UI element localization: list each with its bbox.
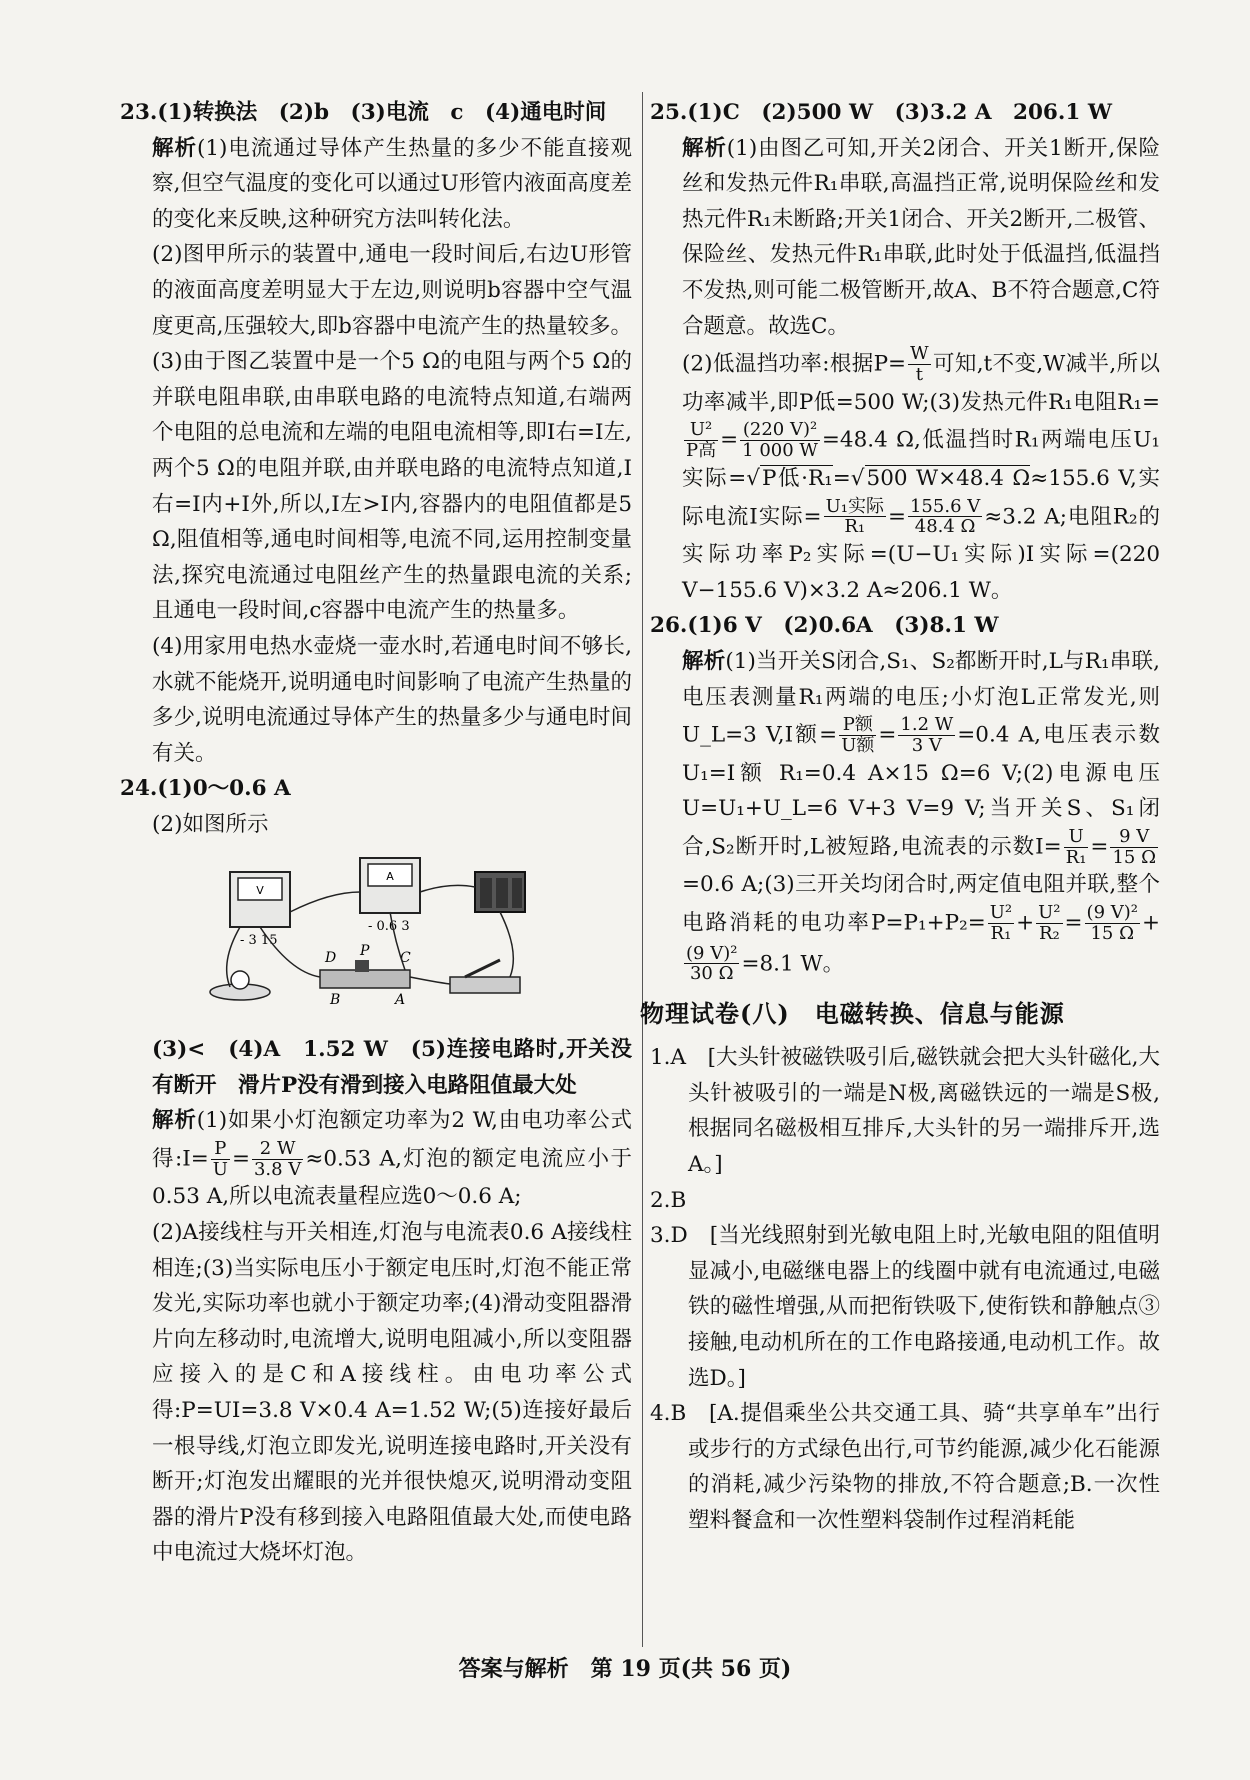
q1-answer: 1.A [大头针被磁铁吸引后,磁铁就会把大头针磁化,大头针被吸引的一端是N极,离磁铁远的一端是S极,根据同名磁极相互排斥,大头针的另一端排斥开,选A。]: [650, 1045, 1160, 1178]
q24-text-1b: ≈0.53 A,灯泡的额定电流应小于0.53 A,所以电流表量程应选0～0.6 A;: [152, 1146, 632, 1210]
terminal-a: A: [395, 992, 406, 1009]
q25-text-2c: =48.4 Ω,低温挡时R₁两端电压U₁实际=: [682, 427, 1160, 491]
fraction: $\frac{P}{U}$: [212, 1137, 228, 1180]
fraction: $\frac{\text{U₁实际}}{\text{R₁}}$: [825, 495, 884, 538]
q26-text-c: =0.6 A;(3)三开关均闭合时,两定值电阻并联,整个电路消耗的电功率P=P₁+P₂=: [682, 872, 1160, 936]
right-column: [640, 95, 1160, 1539]
fraction: $\frac{\text{U²}}{\text{P高}}$: [686, 419, 717, 462]
svg-text:A: A: [386, 870, 394, 884]
q4-answer: 4.B [A.提倡乘坐公共交通工具、骑“共享单车”出行或步行的方式绿色出行,可节约能源,减少化石能源的消耗,减少污染物的排放,不符合题意;B.一次性塑料餐盒和一次性塑料袋制作过程消耗能: [650, 1401, 1160, 1533]
analysis-label: 解析: [682, 135, 727, 161]
q23-answer: 23.(1)转换法 (2)b (3)电流 c (4)通电时间: [120, 100, 607, 125]
q25-text-2d: ≈155.6 V,实际电流I实际=: [682, 465, 1160, 529]
q26-text-a: (1)当开关S闭合,S₁、S₂都断开时,L与R₁串联,电压表测量R₁两端的电压;小灯泡L正常发光,则U_L=3 V,I额=: [682, 648, 1160, 748]
q26-analysis: 解析(1)当开关S闭合,S₁、S₂都断开时,L与R₁串联,电压表测量R₁两端的电压;小灯泡L正常发光,则U_L=3 V,I额= $\frac{\text{P额}}{\text{U额}}$ = $\frac{1.2 W}{3 V}$ =0.4 A,电压表示数U₁=I额 R₁=0.4 A×15 Ω=6 V;(2)电源电压U=U₁+U_L=6 V+3 V=9 V;当开关S、S₁闭合,S₂断开时,L被短路,电流表的示数I= $\frac{U}{\text{R₁}}$ = $\frac{9 V}{15 \Omega}$ =0.6 A;(3)三开关均闭合时,两定值电阻并联,整个电路消耗的电功率P=P₁+P₂= $\frac{\text{U²}}{\text{R₁}}$ + $\frac{\text{U²}}{\text{R₂}}$ = $\frac{\text{(9 V)²}}{15 \Omega}$ + $\frac{\text{(9 V)²}}{30 \Omega}$ =8.1 W。: [682, 648, 1160, 985]
slider-p: P: [360, 943, 370, 960]
fraction: $\frac{\text{(9 V)²}}{30 \Omega}$: [686, 942, 738, 985]
rheostat-slider: [355, 960, 369, 972]
section-title: 物理试卷(八) 电磁转换、信息与能源: [640, 999, 1065, 1029]
q25-text-2e: ≈3.2 A;电阻R₂的实际功率P₂实际=(U−U₁实际)I实际=(220 V−155.6 V)×3.2 A≈206.1 W。: [682, 503, 1160, 603]
fraction: $\frac{9 V}{15 \Omega}$: [1112, 825, 1156, 868]
analysis-label: 解析: [152, 135, 197, 161]
sqrt-expression: 500 W×48.4 Ω: [866, 465, 1031, 491]
q24-answer-1: 24.(1)0～0.6 A: [120, 776, 291, 802]
fraction: $\frac{\text{(220 V)²}}{1 000 W}$: [742, 419, 818, 462]
q23-analysis-1: [120, 131, 632, 238]
q25-analysis-2: (2)低温挡功率:根据P= $\frac{W}{t}$ 可知,t不变,W减半,所以功率减半,即P低=500 W;(3)发热元件R₁电阻R₁= $\frac{\text{U²}}{\text{P高}}$ = $\frac{\text{(220 V)²}}{1 000 W}$ =48.4 Ω,低温挡时R₁两端电压U₁实际=√P低·R₁=√500 W×48.4 Ω≈155.6 V,实际电流I实际= $\frac{\text{U₁实际}}{\text{R₁}}$ = $\frac{155.6 V}{48.4 \Omega}$ ≈3.2 A;电阻R₂的实际功率P₂实际=(U−U₁实际)I实际=(220 V−155.6 V)×3.2 A≈206.1 W。: [682, 343, 1160, 603]
terminal-d: D: [325, 950, 337, 967]
fraction: $\frac{U}{\text{R₁}}$: [1065, 825, 1087, 868]
left-column: [120, 95, 632, 1571]
q24-answer-3: (3)< (4)A 1.52 W (5)连接电路时,开关没有断开 滑片P没有滑到接入电路阻值最大处: [152, 1037, 632, 1098]
analysis-label: 解析: [682, 648, 726, 674]
q25-analysis-1: [650, 131, 1160, 345]
q26-answer: 26.(1)6 V (2)0.6A (3)8.1 W: [650, 613, 999, 639]
q23-text-1: (1)电流通过导体产生热量的多少不能直接观察,但空气温度的变化可以通过U形管内液面高度差的变化来反映,这种研究方法叫转化法。: [152, 135, 632, 232]
sqrt-expression: P低·R₁: [761, 465, 833, 491]
fraction: $\frac{\text{P额}}{\text{U额}}$: [841, 714, 875, 756]
q23-analysis-2: (2)图甲所示的装置中,通电一段时间后,右边U形管的液面高度差明显大于左边,则说明b容器中空气温度更高,压强较大,即b容器中电流产生的热量较多。(3)由于图乙装置中是一个5 Ω的电阻与两个5 Ω的并联电阻串联,由串联电路的电流特点知道,右端两个电阻的总电流和左端的电阻电流相等,即I右=I左,两个5 Ω的电阻并联,由并联电路的电流特点知道,I右=I内+I外,所以,I左>I内,容器内的电阻值都是5 Ω,阻值相等,通电时间相等,电流不同,运用控制变量法,探究电流通过电阻丝产生的热量跟电流的关系;且通电一段时间,c容器中电流产生的热量多。: [152, 242, 632, 624]
q24-answer-2: (2)如图所示: [152, 811, 269, 837]
q25-text-2a: (2)低温挡功率:根据P=: [682, 351, 907, 377]
column-divider: [642, 92, 643, 1647]
q24-analysis-2: (2)A接线柱与开关相连,灯泡与电流表0.6 A接线柱相连;(3)当实际电压小于额定电压时,灯泡不能正常发光,实际功率也就小于额定功率;(4)滑动变阻器滑片向左移动时,电流增大,说明电阻减小,所以变阻器应接入的是C和A接线柱。由电功率公式得:P=UI=3.8 V×0.4 A=1.52 W;(5)连接好最后一根导线,灯泡立即发光,说明连接电路时,开关没有断开;灯泡发出耀眼的光并很快熄灭,说明滑动变阻器的滑片P没有移到接入电路阻值最大处,而使电路中电流过大烧坏灯泡。: [152, 1220, 632, 1566]
q25-text-2b: 可知,t不变,W减半,所以功率减半,即P低=500 W;(3)发热元件R₁电阻R₁=: [682, 351, 1160, 415]
fraction: $\frac{1.2 W}{3 V}$: [900, 714, 954, 756]
q26-text-b: =0.4 A,电压表示数U₁=I额 R₁=0.4 A×15 Ω=6 V;(2)电源电压U=U₁+U_L=6 V+3 V=9 V;当开关S、S₁闭合,S₂断开时,L被短路,电流表的示数I=: [682, 722, 1160, 860]
q26-text-d: =8.1 W。: [741, 950, 845, 976]
q25-answer: 25.(1)C (2)500 W (3)3.2 A 206.1 W: [650, 100, 1112, 125]
q2-answer: 2.B: [650, 1187, 687, 1213]
fraction: $\frac{2 W}{3.8 V}$: [253, 1137, 302, 1180]
rheostat: [320, 970, 410, 988]
terminal-b: B: [330, 992, 341, 1009]
lamp: [231, 971, 249, 989]
fraction: $\frac{\text{(9 V)²}}{15 \Omega}$: [1086, 902, 1138, 944]
fraction: $\frac{\text{U²}}{\text{R₂}}$: [1038, 902, 1061, 944]
fraction: $\frac{W}{t}$: [910, 343, 929, 385]
q3-answer: 3.D [当光线照射到光敏电阻上时,光敏电阻的阻值明显减小,电磁继电器上的线圈中就有电流通过,电磁铁的磁性增强,从而把衔铁吸下,使衔铁和静触点③接触,电动机所在的工作电路接通,电动机工作。故选D。]: [650, 1223, 1160, 1391]
terminal-c: C: [400, 950, 411, 967]
q24-analysis-1: 解析(1)如果小灯泡额定功率为2 W,由电功率公式得:I= $\frac{P}{U}$ = $\frac{2 W}{3.8 V}$ ≈0.53 A,灯泡的额定电流应小于0.53 A,所以电流表量程应选0～0.6 A;: [152, 1108, 632, 1210]
q23-analysis-3: (4)用家用电热水壶烧一壶水时,若通电时间不够长,水就不能烧开,说明通电时间影响了电流产生热量的多少,说明电流通过导体产生的热量多少与通电时间有关。: [152, 633, 632, 766]
switch: [450, 977, 520, 993]
ammeter-scale: - 0.6 3: [368, 919, 410, 935]
analysis-label: 解析: [152, 1108, 197, 1134]
fraction: $\frac{\text{U²}}{\text{R₁}}$: [989, 902, 1013, 944]
page-footer: 答案与解析 第 19 页(共 56 页): [458, 1656, 792, 1682]
fraction: $\frac{155.6 V}{48.4 \Omega}$: [909, 495, 981, 538]
voltmeter-scale: - 3 15: [240, 933, 278, 949]
circuit-diagram: [200, 852, 560, 1012]
q25-text-1: (1)由图乙可知,开关2闭合、开关1断开,保险丝和发热元件R₁串联,高温挡正常,说明保险丝和发热元件R₁未断路;开关1闭合、开关2断开,二极管、保险丝、发热元件R₁串联,此时处于低温挡,低温挡不发热,则可能二极管断开,故A、B不符合题意,C符合题意。故选C。: [682, 135, 1160, 339]
svg-text:V: V: [256, 884, 264, 898]
q24-text-1a: (1)如果小灯泡额定功率为2 W,由电功率公式得:I=: [152, 1108, 632, 1172]
